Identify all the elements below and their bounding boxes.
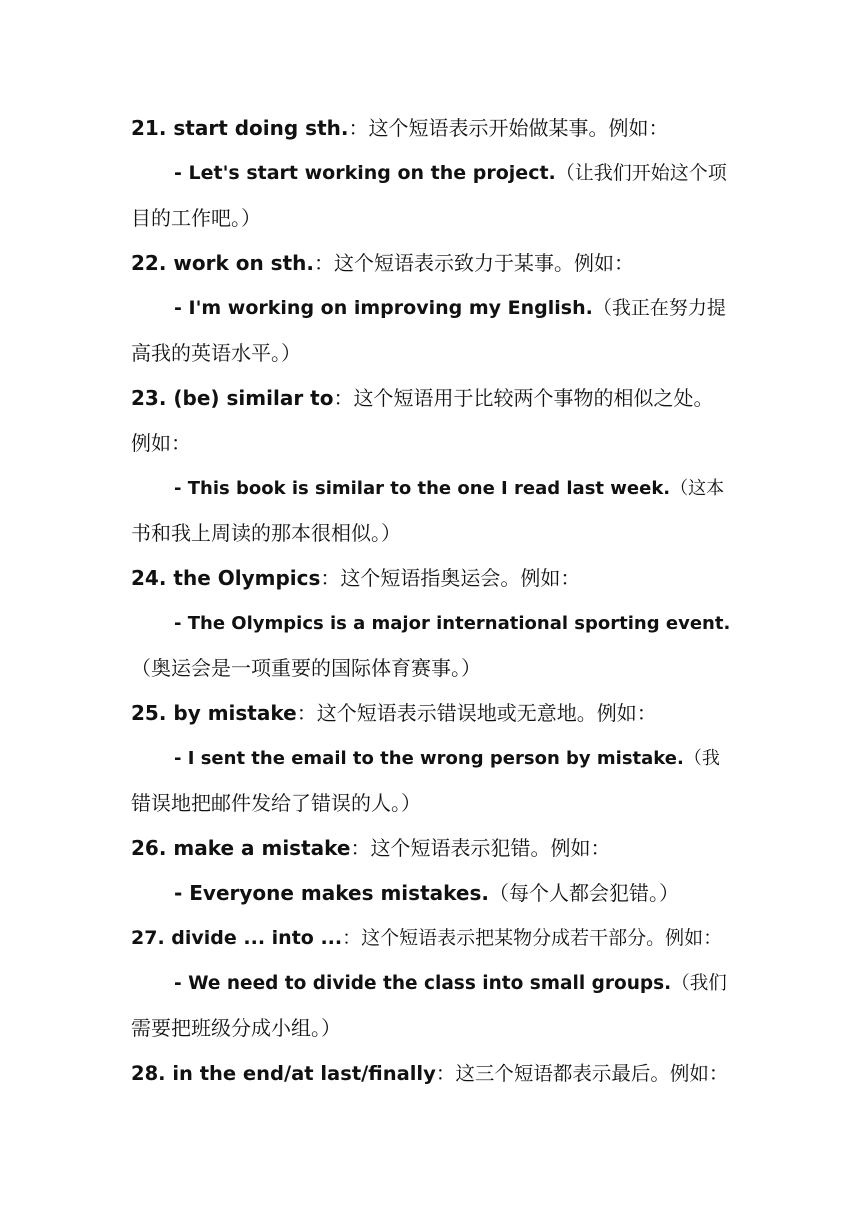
document-body (131, 106, 731, 1096)
phrase-term: 21. start doing sth. (131, 116, 349, 140)
phrase-description: ：这个短语指奥运会。例如： (320, 566, 581, 590)
phrase-term: 27. divide ... into ... (131, 927, 343, 949)
example-translation: （让我们开始这个项 (555, 162, 727, 184)
example-translation: （我 (683, 748, 720, 769)
example-translation: （我正在努力提 (592, 297, 726, 319)
phrase-description: ：这个短语表示致力于某事。例如： (313, 251, 634, 275)
phrase-description: ：这三个短语都表示最后。例如： (435, 1062, 729, 1085)
entry-23-heading (131, 376, 731, 421)
phrase-description: ：这个短语用于比较两个事物的相似之处。 (333, 386, 714, 410)
entry-25-example (131, 736, 731, 781)
phrase-term: 22. work on sth. (131, 251, 314, 275)
entry-22-example (131, 286, 731, 331)
entry-21-example (131, 151, 731, 196)
example-sentence: - Let's start working on the project. (174, 162, 556, 184)
entry-27-heading (131, 916, 731, 961)
example-sentence: - Everyone makes mistakes. (174, 881, 489, 905)
entry-24-translation-cont: （奥运会是一项重要的国际体育赛事。） (131, 656, 481, 680)
phrase-term: 24. the Olympics (131, 566, 321, 590)
example-sentence: - I'm working on improving my English. (174, 297, 593, 319)
entry-23-translation-cont: 书和我上周读的那本很相似。） (131, 521, 401, 545)
example-sentence: - The Olympics is a major international sporting event. (174, 613, 731, 634)
entry-21-translation-cont: 目的工作吧。） (131, 206, 261, 230)
example-translation: （每个人都会犯错。） (488, 881, 679, 905)
example-sentence: - I sent the email to the wrong person by mistake. (174, 748, 684, 769)
phrase-description: ：这个短语表示开始做某事。例如： (348, 116, 669, 140)
entry-24-example (131, 601, 731, 646)
phrase-term: 28. in the end/at last/finally (131, 1062, 436, 1085)
entry-25-heading (131, 691, 731, 736)
phrase-description: ：这个短语表示把某物分成若干部分。例如： (342, 927, 723, 949)
example-sentence: - This book is similar to the one I read last week. (174, 478, 671, 499)
entry-28-heading (131, 1051, 731, 1096)
phrase-term: 25. by mistake (131, 701, 297, 725)
entry-27-example (131, 961, 731, 1006)
phrase-description: ：这个短语表示犯错。例如： (350, 836, 611, 860)
phrase-term: 26. make a mistake (131, 836, 351, 860)
example-sentence: - We need to divide the class into small groups. (174, 973, 672, 994)
example-translation: （这本 (670, 478, 725, 499)
entry-26-heading (131, 826, 731, 871)
entry-24-heading (131, 556, 731, 601)
phrase-description: ：这个短语表示错误地或无意地。例如： (296, 701, 657, 725)
entry-25-translation-cont: 错误地把邮件发给了错误的人。） (131, 791, 421, 815)
entry-27-translation-cont: 需要把班级分成小组。） (131, 1016, 341, 1040)
entry-26-example (131, 871, 731, 916)
entry-22-translation-cont: 高我的英语水平。） (131, 341, 301, 365)
entry-23-example (131, 466, 731, 511)
entry-21-heading (131, 106, 731, 151)
example-translation: （我们 (671, 973, 727, 994)
entry-23-description-cont: 例如： (131, 431, 191, 455)
entry-22-heading (131, 241, 731, 286)
phrase-term: 23. (be) similar to (131, 386, 334, 410)
